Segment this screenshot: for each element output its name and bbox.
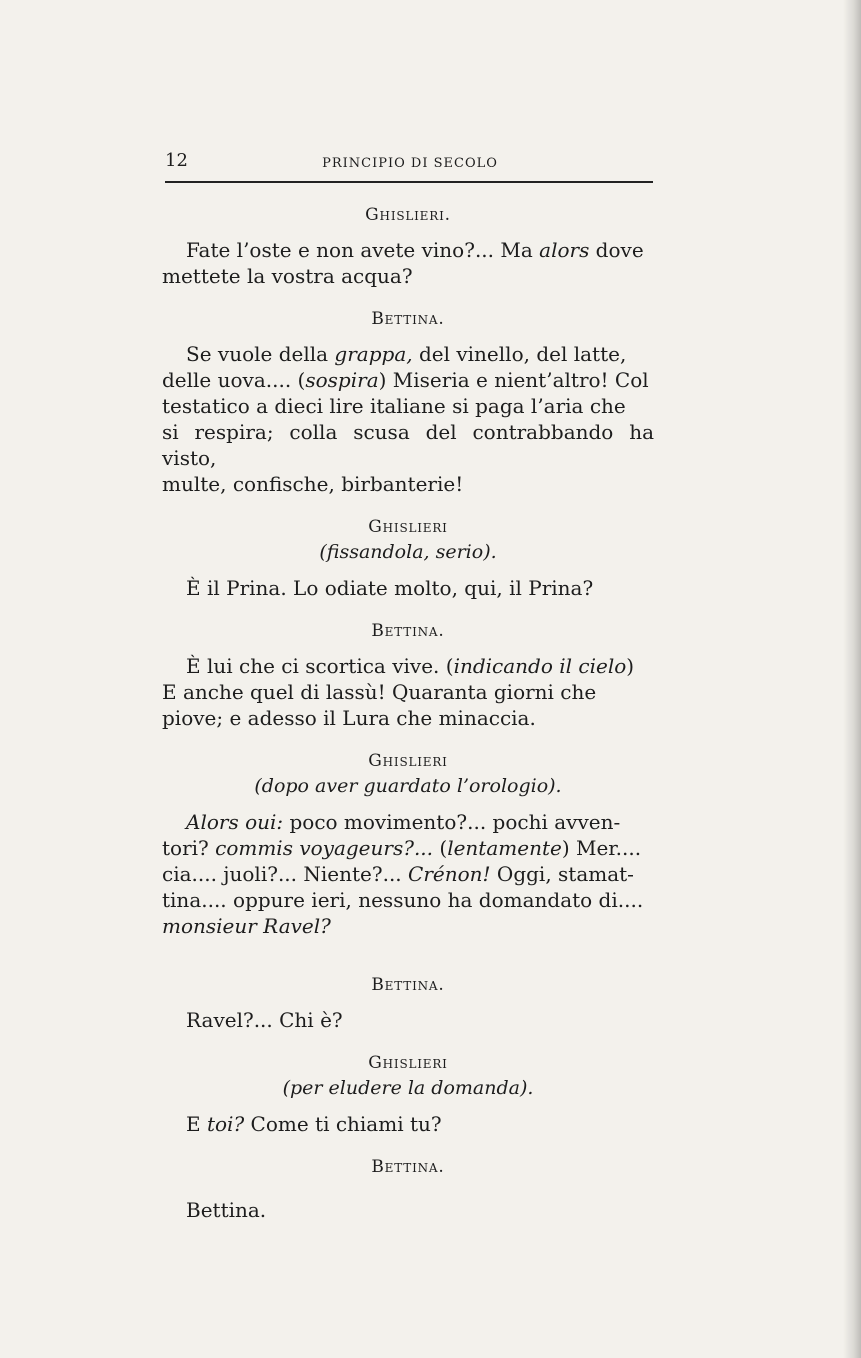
dialogue-line: multe, confische, birbanterie!: [162, 472, 464, 496]
dialogue-line: delle uova.... (sospira) Miseria e nient’altro! Col: [162, 368, 649, 392]
dialogue-line: Se vuole della grappa, del vinello, del latte,: [186, 342, 627, 366]
dialogue-line: si respira; colla scusa del contrabbando ha visto,: [162, 420, 654, 470]
header-rule: [165, 181, 653, 183]
dialogue-line: Fate l’oste e non avete vino?... Ma alors dove: [186, 238, 644, 262]
dialogue-line: Bettina.: [186, 1198, 267, 1222]
dialogue-line: tina.... oppure ieri, nessuno ha domandato di....: [162, 888, 644, 912]
dialogue-line: È il Prina. Lo odiate molto, qui, il Prina?: [186, 576, 594, 600]
dialogue-line: piove; e adesso il Lura che minaccia.: [162, 706, 536, 730]
dialogue-line: E anche quel di lassù! Quaranta giorni che: [162, 680, 597, 704]
dialogue-line: Alors oui: poco movimento?... pochi avven-: [186, 810, 621, 834]
speaker-name: Ghislieri: [368, 1053, 448, 1073]
speaker-name: Ghislieri: [368, 751, 448, 771]
dialogue-line: mettete la vostra acqua?: [162, 264, 413, 288]
dialogue-line: Ravel?... Chi è?: [186, 1008, 343, 1032]
speaker-name: Bettina.: [371, 621, 445, 641]
dialogue-line: E toi? Come ti chiami tu?: [186, 1112, 442, 1136]
speaker-name: Ghislieri: [368, 517, 448, 537]
stage-direction: (dopo aver guardato l’orologio).: [254, 775, 562, 797]
dialogue-line: È lui che ci scortica vive. (indicando il cielo): [186, 654, 635, 678]
dialogue-line: cia.... juoli?... Niente?... Crénon! Oggi, stamat-: [162, 862, 634, 886]
page-header: [165, 150, 655, 174]
stage-direction: (fissandola, serio).: [319, 541, 497, 563]
speaker-name: Bettina.: [371, 309, 445, 329]
dialogue-line: tori? commis voyageurs?... (lentamente) Mer....: [162, 836, 642, 860]
dialogue-line: testatico a dieci lire italiane si paga l’aria che: [162, 394, 626, 418]
speaker-name: Ghislieri.: [365, 205, 451, 225]
speaker-name: Bettina.: [371, 1157, 445, 1177]
page-edge-shadow: [843, 0, 861, 1358]
play-text: [162, 203, 654, 1223]
page-number: 12: [165, 150, 188, 171]
speaker-name: Bettina.: [371, 975, 445, 995]
running-title: PRINCIPIO DI SECOLO: [322, 156, 498, 171]
stage-direction: (per eludere la domanda).: [282, 1077, 534, 1099]
dialogue-line: monsieur Ravel?: [162, 914, 331, 938]
